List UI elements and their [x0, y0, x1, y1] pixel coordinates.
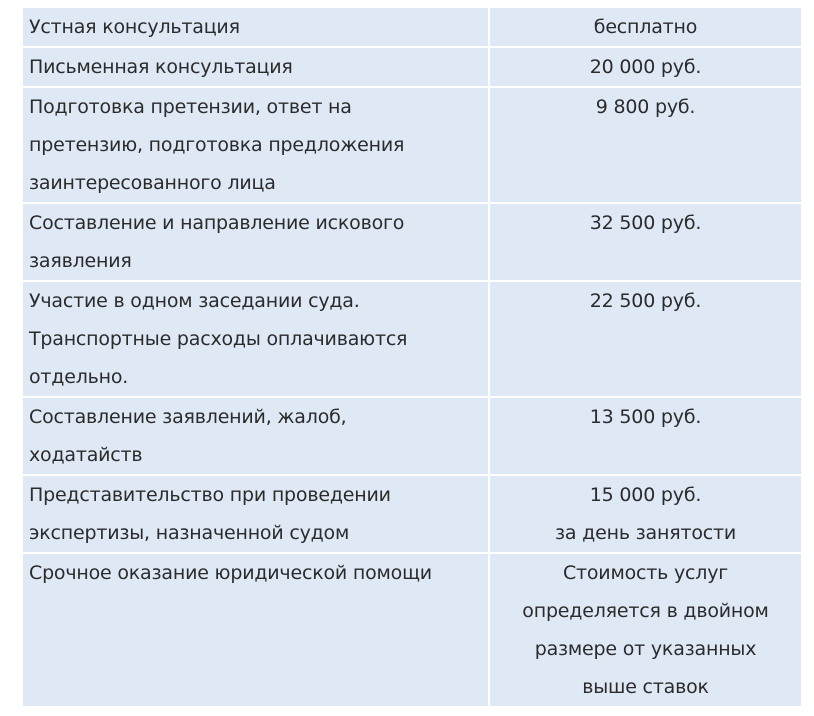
price-text-line: выше ставок	[582, 676, 709, 698]
table-row	[22, 475, 802, 553]
service-cell	[22, 47, 489, 87]
service-text-line: Составление заявлений, жалоб,	[29, 406, 347, 428]
price-table	[21, 6, 803, 708]
price-text-line: 9 800 руб.	[595, 96, 696, 118]
service-text-line: экспертизы, назначенной судом	[29, 522, 350, 544]
service-text-line: отдельно.	[29, 366, 129, 388]
table-row	[22, 87, 802, 203]
price-cell	[489, 47, 802, 87]
price-text-line: 15 000 руб.	[589, 484, 702, 506]
service-text-line: Подготовка претензии, ответ на	[29, 96, 352, 118]
price-text-line: 22 500 руб.	[589, 290, 702, 312]
service-text-line: заявления	[29, 250, 132, 272]
service-text-line: Участие в одном заседании суда.	[29, 290, 360, 312]
price-cell	[489, 553, 802, 707]
price-text-line: бесплатно	[593, 16, 698, 38]
price-cell	[489, 397, 802, 475]
service-cell	[22, 475, 489, 553]
price-text-line: 13 500 руб.	[589, 406, 702, 428]
price-text-line: размере от указанных	[534, 638, 757, 660]
service-cell	[22, 7, 489, 47]
table-row	[22, 7, 802, 47]
price-text-line: за день занятости	[554, 522, 737, 544]
table-row	[22, 47, 802, 87]
price-cell	[489, 87, 802, 203]
service-text-line: Транспортные расходы оплачиваются	[29, 328, 408, 350]
price-text-line: 20 000 руб.	[589, 56, 702, 78]
price-text-line: 32 500 руб.	[589, 212, 702, 234]
service-cell	[22, 397, 489, 475]
table-row	[22, 553, 802, 707]
service-cell	[22, 203, 489, 281]
service-text-line: Письменная консультация	[29, 56, 293, 78]
table-row	[22, 397, 802, 475]
service-text-line: претензию, подготовка предложения	[29, 134, 405, 156]
service-cell	[22, 87, 489, 203]
service-text-line: Представительство при проведении	[29, 484, 391, 506]
table-row	[22, 203, 802, 281]
table-row	[22, 281, 802, 397]
service-text-line: Срочное оказание юридической помощи	[29, 562, 432, 584]
price-text-line: Стоимость услуг	[562, 562, 729, 584]
price-cell	[489, 475, 802, 553]
service-cell	[22, 553, 489, 707]
service-text-line: Составление и направление искового	[29, 212, 405, 234]
service-text-line: заинтересованного лица	[29, 172, 276, 194]
price-text-line: определяется в двойном	[522, 600, 769, 622]
price-cell	[489, 281, 802, 397]
service-text-line: ходатайств	[29, 444, 143, 466]
service-cell	[22, 281, 489, 397]
service-text-line: Устная консультация	[29, 16, 240, 38]
price-cell	[489, 203, 802, 281]
price-cell	[489, 7, 802, 47]
